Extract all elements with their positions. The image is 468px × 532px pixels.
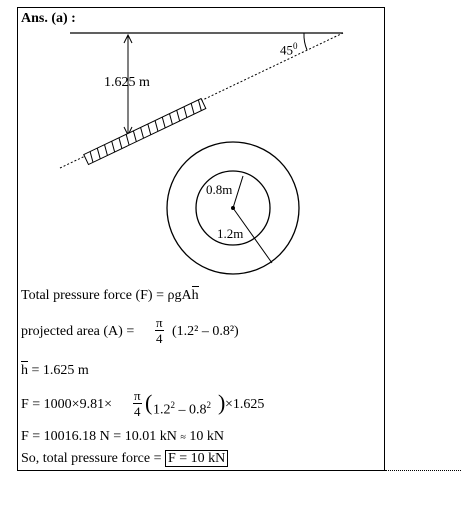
eq4-inner: $1.2^2 - 0.8^2$ — [153, 400, 211, 418]
answer-label: Ans. (a) : — [21, 11, 76, 26]
eq4-close-paren: ) — [218, 390, 226, 415]
inner-radius-line — [233, 176, 243, 208]
eq4-open-paren: ( — [145, 390, 153, 415]
angle-label: $45^0$ — [280, 41, 298, 58]
eq-hbar: h = 1.625 m — [21, 363, 89, 378]
eq-force-result: F = 10016.18 N = 10.01 kN ≈ 10 kN — [21, 429, 224, 444]
eq-total-pressure-force: Total pressure force (F) = ρgA h — [21, 288, 199, 303]
eq2-fraction: $\frac{\pi}{4}$ — [156, 315, 163, 346]
inclined-plate — [84, 99, 206, 165]
outer-radius-label: 1.2m — [217, 226, 244, 241]
inner-radius-label: 0.8m — [206, 182, 233, 197]
boxed-answer: F = 10 kN — [165, 450, 228, 467]
depth-label: 1.625 m — [104, 75, 150, 90]
eq4-fraction: $\frac{\pi}{4}$ — [134, 388, 141, 419]
eq-projected-area-right: (1.2² – 0.8²) — [172, 324, 239, 339]
eq-final-answer: So, total pressure force = F = 10 kN — [21, 451, 228, 467]
eq-force-right: ×1.625 — [225, 397, 265, 412]
eq-projected-area-left: projected area (A) = — [21, 324, 135, 339]
eq-force-left: F = 1000×9.81× — [21, 397, 112, 412]
angle-arc — [304, 33, 307, 50]
